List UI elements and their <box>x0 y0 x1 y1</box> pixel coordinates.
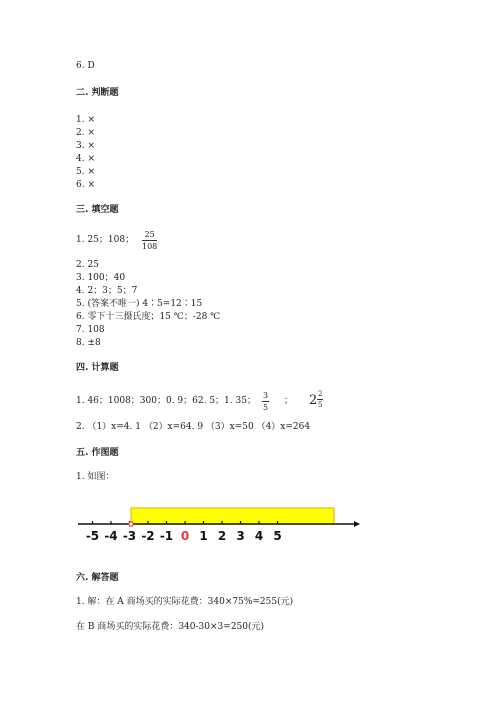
fraction-25-over-108 <box>142 230 157 251</box>
fraction-denominator: 5 <box>263 403 269 412</box>
number-line-label: 1 <box>199 529 208 543</box>
mixed-number-fraction <box>317 390 323 409</box>
judgment-answer-1: 1. × <box>76 115 95 125</box>
fill-blank-answer-7: 7. 108 <box>76 325 105 335</box>
arrow-head-icon <box>354 521 360 527</box>
fraction-numerator: 25 <box>144 230 155 239</box>
section-title-fill-blank: 三. 填空题 <box>76 205 119 215</box>
fill-blank-answer-1: 1. 25；108； <box>76 235 135 245</box>
number-line-label: -1 <box>159 529 174 543</box>
fill-blank-answer-3: 3. 100；40 <box>76 273 126 283</box>
section-title-problem-solving: 六. 解答题 <box>76 573 119 583</box>
fraction-denominator: 108 <box>142 242 158 251</box>
problem-answer-2: 在 B 商场买的实际花费：340-30×3=250(元) <box>76 622 265 632</box>
fraction-bar <box>262 401 269 402</box>
calculation-separator: ； <box>284 396 294 406</box>
fill-blank-answer-5: 5. (答案不唯一) 4∶5=12∶15 <box>76 299 203 309</box>
fraction-bar <box>317 399 323 400</box>
number-line-figure <box>70 500 370 550</box>
answer-6: 6. D <box>76 61 95 71</box>
highlight-bar <box>131 508 334 524</box>
number-line-label: 0 <box>180 529 190 543</box>
judgment-answer-6: 6. × <box>76 180 95 190</box>
number-line-label: -3 <box>122 529 137 543</box>
fraction-numerator: 2 <box>318 390 323 398</box>
open-circle-icon <box>129 522 133 526</box>
section-title-drawing: 五. 作图题 <box>76 448 119 458</box>
problem-answer-1: 1. 解：在 A 商场买的实际花费：340×75%=255(元) <box>76 597 294 607</box>
fill-blank-answer-4: 4. 2；3；5；7 <box>76 286 138 296</box>
number-line-label: 3 <box>236 529 245 543</box>
judgment-answer-5: 5. × <box>76 167 95 177</box>
fraction-bar <box>142 240 157 241</box>
number-line-label: -5 <box>85 529 100 543</box>
number-line-label: -4 <box>104 529 118 543</box>
calculation-answer-2: 2. （1）x=4. 1 （2）x=64. 9 （3）x=50 （4）x=264 <box>76 422 311 432</box>
fraction-denominator: 5 <box>318 401 323 409</box>
judgment-answer-3: 3. × <box>76 141 95 151</box>
number-line-label: -2 <box>141 529 155 543</box>
judgment-answer-2: 2. × <box>76 128 95 138</box>
fill-blank-answer-2: 2. 25 <box>76 260 99 270</box>
fill-blank-answer-6: 6. 零下十三摄氏度；15 ℃；-28 ℃ <box>76 312 221 322</box>
section-title-judgment: 二. 判断题 <box>76 88 119 98</box>
drawing-answer-1: 1. 如图： <box>76 472 115 482</box>
fill-blank-answer-8: 8. ±8 <box>76 338 101 348</box>
number-line-label: 5 <box>273 529 282 543</box>
number-line-label: 2 <box>217 529 227 543</box>
fraction-3-over-5 <box>262 391 269 412</box>
number-line-label: 4 <box>254 529 264 543</box>
fraction-numerator: 3 <box>263 391 269 400</box>
section-title-calculation: 四. 计算题 <box>76 363 119 373</box>
judgment-answer-4: 4. × <box>76 154 95 164</box>
mixed-number-whole: 2 <box>309 393 318 408</box>
calculation-answer-1: 1. 46；1008；300；0. 9；62. 5；1. 35； <box>76 396 256 406</box>
